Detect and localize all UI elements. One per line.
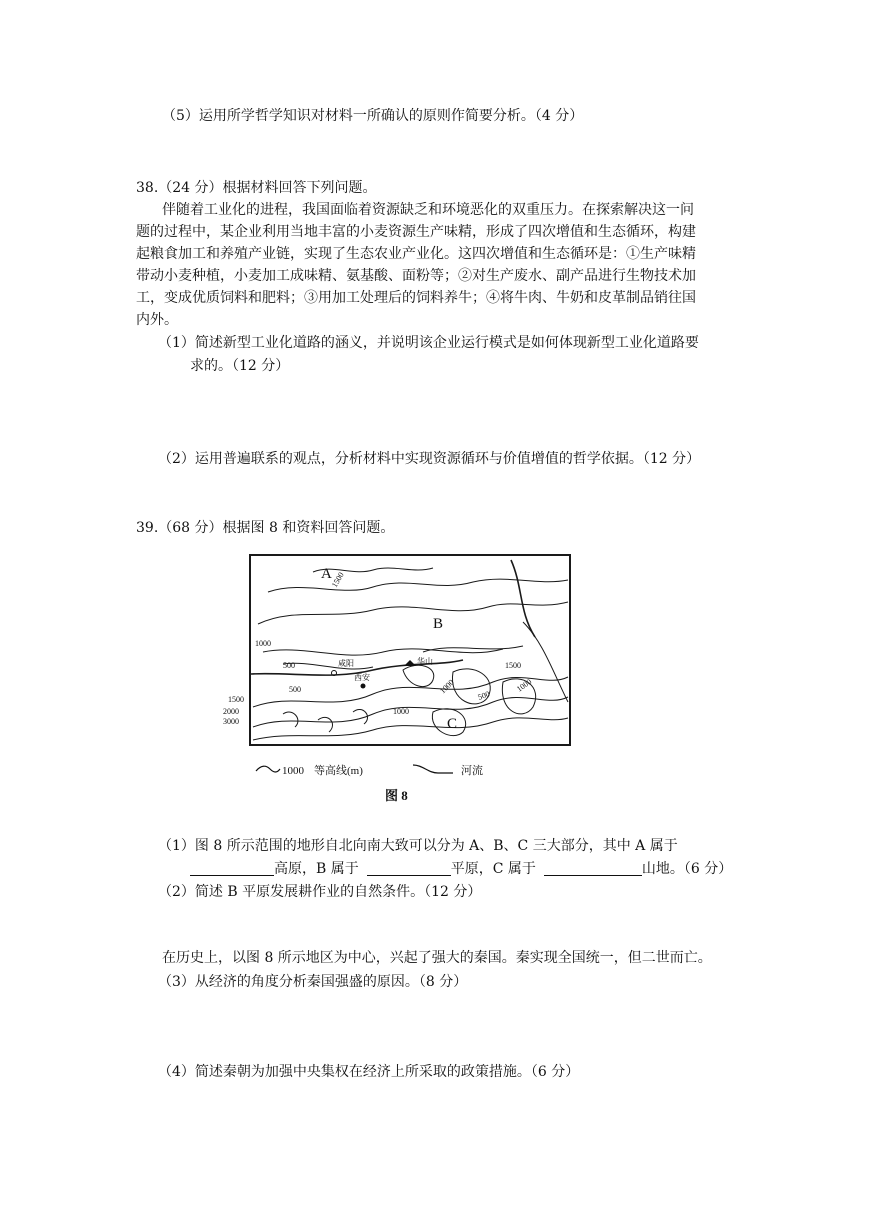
q39-question-1: （1）图 8 所示范围的地形自北向南大致可以分为 A、B、C 三大部分，其中 A 属于 — [158, 838, 678, 854]
legend-river-symbol — [413, 765, 453, 773]
q38-question-1: （1）简述新型工业化道路的涵义，并说明该企业运行模式是如何体现新型工业化道路要 — [158, 335, 699, 351]
answer-blank[interactable] — [544, 861, 642, 876]
q39-question-4: （4）简述秦朝为加强中央集权在经济上所采取的政策措施。（6 分） — [158, 1064, 580, 1080]
q39-question-1-fill-line — [190, 859, 732, 879]
contour-label: 1500 — [228, 695, 244, 704]
region-label-a: A — [321, 566, 332, 582]
contour-label: 2000 — [223, 707, 239, 716]
figure-8-map — [223, 552, 603, 812]
contour-label: 3000 — [223, 717, 239, 726]
contour-label: 1000 — [255, 639, 271, 648]
contour-label: 500 — [283, 661, 295, 670]
contour-label: 1500 — [329, 570, 346, 589]
city-label-huashan: 华山 — [417, 657, 433, 666]
contour-label: 1000 — [393, 707, 409, 716]
q39-blank-label: 山地。（6 分） — [641, 861, 733, 877]
contour-label: 1000 — [514, 677, 534, 694]
q38-material-line: 题的过程中，某企业利用当地丰富的小麦资源生产味精，形成了四次增值和生态循环，构建 — [136, 224, 696, 240]
contour-label: 500 — [476, 689, 491, 702]
answer-blank[interactable] — [190, 861, 274, 876]
q38-material-line: 带动小麦种植，小麦加工成味精、氨基酸、面粉等；②对生产废水、副产品进行生物技术加 — [136, 268, 696, 284]
q38-material-line: 起粮食加工和养殖产业链，实现了生态农业产业化。这四次增值和生态循环是：①生产味精 — [136, 246, 696, 262]
q37-item5: （5）运用所学哲学知识对材料一所确认的原则作简要分析。（4 分） — [162, 108, 584, 124]
q38-material-line: 伴随着工业化的进程，我国面临着资源缺乏和环境恶化的双重压力。在探索解决这一问 — [162, 202, 694, 218]
region-label-c: C — [447, 716, 458, 732]
region-label-b: B — [433, 616, 444, 632]
legend-contour-value: 1000 — [282, 765, 304, 777]
legend-river-text: 河流 — [461, 765, 483, 777]
legend-contour-text: 等高线(m) — [314, 765, 363, 777]
q38-header: 38.（24 分）根据材料回答下列问题。 — [136, 180, 377, 196]
q39-header: 39.（68 分）根据图 8 和资料回答问题。 — [136, 520, 395, 536]
q39-question-2: （2）简述 B 平原发展耕作业的自然条件。（12 分） — [158, 884, 482, 900]
contour-label: 500 — [289, 685, 301, 694]
q39-history-material: 在历史上，以图 8 所示地区为中心，兴起了强大的秦国。秦实现全国统一，但二世而亡。 — [162, 950, 712, 966]
contour-label: 1500 — [505, 661, 521, 670]
q38-material-line: 工，变成优质饲料和肥料；③用加工处理后的饲料养牛；④将牛肉、牛奶和皮革制品销往国 — [136, 290, 696, 306]
city-label-xianyang: 咸阳 — [338, 659, 354, 668]
q39-blank-label: 平原，C 属于 — [450, 861, 536, 877]
answer-blank[interactable] — [367, 861, 451, 876]
legend-contour-symbol — [256, 766, 280, 772]
q38-material-line: 内外。 — [136, 312, 178, 328]
q39-question-3: （3）从经济的角度分析秦国强盛的原因。（8 分） — [158, 974, 468, 990]
q38-question-1-cont: 求的。（12 分） — [190, 358, 290, 374]
city-label-xian: 西安 — [354, 673, 370, 682]
contour-label: 1000 — [438, 677, 456, 696]
q38-question-2: （2）运用普遍联系的观点，分析材料中实现资源循环与价值增值的哲学依据。（12 分） — [158, 451, 701, 467]
q39-blank-label: 高原，B 属于 — [274, 861, 359, 877]
figure-caption: 图 8 — [385, 788, 408, 803]
